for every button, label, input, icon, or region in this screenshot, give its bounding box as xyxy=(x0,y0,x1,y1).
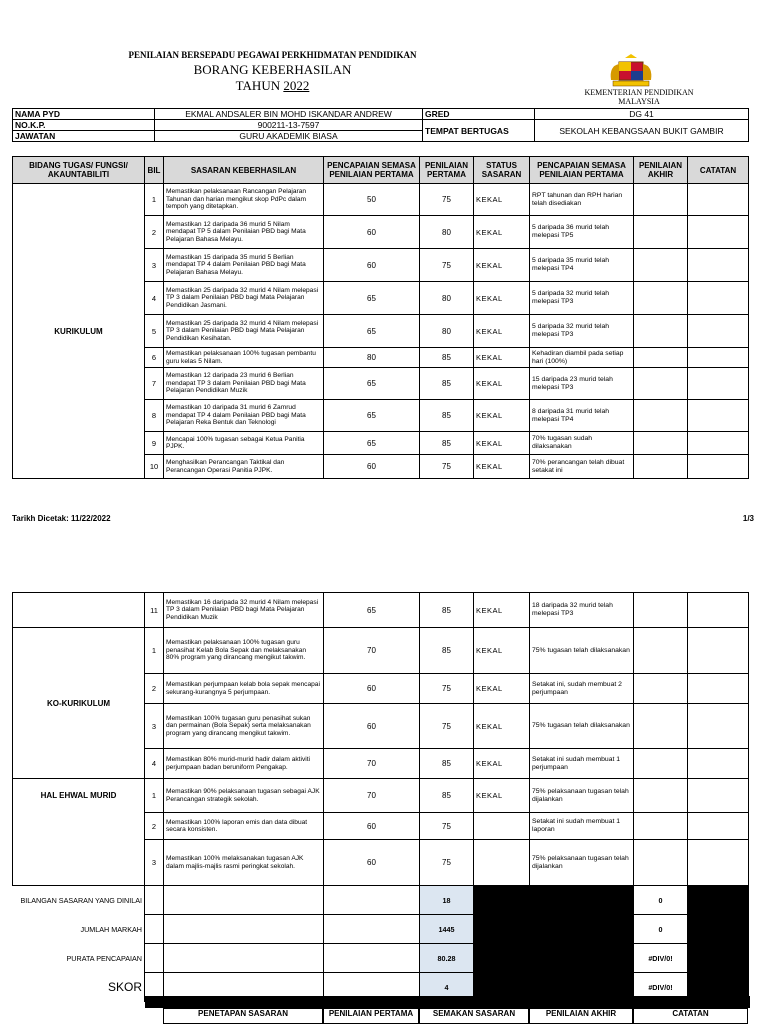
skor-label: SKOR xyxy=(107,980,142,994)
row-status: KEKAL xyxy=(474,400,530,432)
row-pencapaian-pertama: 65 xyxy=(324,400,420,432)
row-bil: 11 xyxy=(145,593,164,628)
row-bil: 7 xyxy=(145,368,164,400)
row-penilaian-pertama: 75 xyxy=(420,455,474,479)
row-penilaian-akhir xyxy=(634,674,688,704)
row-pencapaian-akhir: 70% tugasan sudah dilaksanakan xyxy=(530,432,634,455)
row-pencapaian-pertama: 65 xyxy=(324,593,420,628)
col-bil: BIL xyxy=(145,157,164,184)
table-row xyxy=(13,593,749,628)
employee-info-table xyxy=(12,108,749,142)
category-kurikulum: KURIKULUM xyxy=(13,184,145,479)
row-catatan xyxy=(688,368,749,400)
row-bil: 1 xyxy=(145,628,164,674)
tempat-value: SEKOLAH KEBANGSAAN BUKIT GAMBIR xyxy=(535,120,749,142)
row-pencapaian-pertama: 60 xyxy=(324,704,420,749)
row-sasaran: Memastikan 16 daripada 32 murid 4 Nilam melepasi TP 3 dalam Penilaian PBD bagi Mata Pelajaran Pendidikan Muzik xyxy=(164,593,324,628)
coat-of-arms-icon xyxy=(605,52,657,90)
row-catatan xyxy=(688,628,749,674)
row-pencapaian-akhir: 5 daripada 32 murid telah melepasi TP3 xyxy=(530,282,634,315)
row-status: KEKAL xyxy=(474,282,530,315)
purata-akhir: #DIV/0! xyxy=(634,944,688,973)
row-status: KEKAL xyxy=(474,704,530,749)
jumlah-label: JUMLAH MARKAH xyxy=(80,924,142,934)
table-row xyxy=(13,184,749,216)
row-status: KEKAL xyxy=(474,593,530,628)
row-sasaran: Memastikan 25 daripada 32 murid 4 Nilam melepasi TP 3 dalam Penilaian PBD bagi Mata Pelajaran Pendidikan Jasmani. xyxy=(164,282,324,315)
col-pencapaian-pertama: PENCAPAIAN SEMASA PENILAIAN PERTAMA xyxy=(324,157,420,184)
row-penilaian-pertama: 75 xyxy=(420,249,474,282)
row-bil: 5 xyxy=(145,315,164,348)
row-penilaian-akhir xyxy=(634,249,688,282)
jumlah-akhir: 0 xyxy=(634,915,688,944)
row-bil: 6 xyxy=(145,348,164,368)
row-pencapaian-akhir: 5 daripada 35 murid telah melepasi TP4 xyxy=(530,249,634,282)
row-pencapaian-pertama: 65 xyxy=(324,432,420,455)
jumlah-value: 1445 xyxy=(420,915,474,944)
row-bil: 3 xyxy=(145,704,164,749)
row-pencapaian-pertama: 50 xyxy=(324,184,420,216)
row-status: KEKAL xyxy=(474,779,530,813)
row-pencapaian-pertama: 60 xyxy=(324,249,420,282)
row-penilaian-pertama: 75 xyxy=(420,704,474,749)
row-sasaran: Memastikan 10 daripada 31 murid 6 Zamrud mendapat TP 4 dalam Penilaian PBD bagi Mata Pelajaran Reka Bentuk dan Teknologi xyxy=(164,400,324,432)
page-number: 1/3 xyxy=(742,514,754,523)
gred-label: GRED xyxy=(423,109,535,120)
row-penilaian-pertama: 75 xyxy=(420,184,474,216)
row-pencapaian-pertama: 60 xyxy=(324,813,420,840)
row-catatan xyxy=(688,455,749,479)
row-sasaran: Memastikan 12 daripada 36 murid 5 Nilam mendapat TP 5 dalam Penilaian PBD bagi Mata Pelajaran Bahasa Melayu. xyxy=(164,216,324,249)
row-catatan xyxy=(688,674,749,704)
row-catatan xyxy=(688,840,749,886)
row-pencapaian-akhir: 5 daripada 32 murid telah melepasi TP3 xyxy=(530,315,634,348)
row-catatan xyxy=(688,348,749,368)
col-bidang: BIDANG TUGAS/ FUNGSI/ AKAUNTABILITI xyxy=(13,157,145,184)
row-pencapaian-pertama: 70 xyxy=(324,628,420,674)
row-bil: 1 xyxy=(145,184,164,216)
row-penilaian-akhir xyxy=(634,704,688,749)
row-status: KEKAL xyxy=(474,674,530,704)
row-sasaran: Memastikan pelaksanaan 100% tugasan guru penasihat Kelab Bola Sepak dan melaksanakan 80% program yang dirancang mengikut takwim. xyxy=(164,628,324,674)
row-penilaian-pertama: 75 xyxy=(420,840,474,886)
results-table-page1 xyxy=(12,156,749,479)
form-year: TAHUN 2022 xyxy=(235,78,310,93)
col-sasaran: SASARAN KEBERHASILAN xyxy=(164,157,324,184)
row-sasaran: Menghasilkan Perancangan Taktikal dan Perancangan Operasi Panitia PJPK. xyxy=(164,455,324,479)
row-catatan xyxy=(688,216,749,249)
row-pencapaian-pertama: 60 xyxy=(324,840,420,886)
col-status: STATUS SASARAN xyxy=(474,157,530,184)
ministry-name: KEMENTERIAN PENDIDIKAN MALAYSIA xyxy=(584,88,694,106)
row-bil: 3 xyxy=(145,840,164,886)
nama-value: EKMAL ANDSALER BIN MOHD ISKANDAR ANDREW xyxy=(155,109,423,120)
row-penilaian-akhir xyxy=(634,348,688,368)
row-penilaian-pertama: 85 xyxy=(420,348,474,368)
row-pencapaian-pertama: 60 xyxy=(324,674,420,704)
row-status: KEKAL xyxy=(474,455,530,479)
row-sasaran: Memastikan perjumpaan kelab bola sepak mencapai sekurang-kurangnya 5 perjumpaan. xyxy=(164,674,324,704)
nokp-value: 900211-13-7597 xyxy=(155,120,423,131)
row-pencapaian-akhir: 8 daripada 31 murid telah melepasi TP4 xyxy=(530,400,634,432)
row-penilaian-akhir xyxy=(634,282,688,315)
row-sasaran: Memastikan 100% laporan emis dan data dibuat secara konsisten. xyxy=(164,813,324,840)
row-penilaian-akhir xyxy=(634,628,688,674)
row-sasaran: Memastikan pelaksanaan 100% tugasan pembantu guru kelas 5 Nilam. xyxy=(164,348,324,368)
row-pencapaian-pertama: 80 xyxy=(324,348,420,368)
row-catatan xyxy=(688,749,749,779)
row-penilaian-pertama: 85 xyxy=(420,400,474,432)
row-status xyxy=(474,813,530,840)
table-row xyxy=(13,779,749,813)
row-pencapaian-pertama: 65 xyxy=(324,368,420,400)
row-pencapaian-akhir: 18 daripada 32 murid telah melepasi TP3 xyxy=(530,593,634,628)
row-status: KEKAL xyxy=(474,315,530,348)
col-pencapaian-akhir: PENCAPAIAN SEMASA PENILAIAN PERTAMA xyxy=(530,157,634,184)
col-catatan: CATATAN xyxy=(688,157,749,184)
row-status: KEKAL xyxy=(474,216,530,249)
row-penilaian-pertama: 80 xyxy=(420,216,474,249)
row-bil: 3 xyxy=(145,249,164,282)
row-penilaian-akhir xyxy=(634,840,688,886)
bilangan-akhir: 0 xyxy=(634,886,688,915)
row-pencapaian-pertama: 65 xyxy=(324,315,420,348)
skor-value: 4 xyxy=(420,973,474,1002)
row-pencapaian-pertama: 70 xyxy=(324,779,420,813)
row-sasaran: Memastikan 12 daripada 23 murid 6 Berlian mendapat TP 3 dalam Penilaian PBD bagi Mata Pelajaran Pendidikan Muzik xyxy=(164,368,324,400)
form-title: BORANG KEBERHASILAN xyxy=(193,62,352,77)
row-penilaian-pertama: 80 xyxy=(420,282,474,315)
row-bil: 2 xyxy=(145,813,164,840)
row-penilaian-pertama: 85 xyxy=(420,779,474,813)
row-catatan xyxy=(688,400,749,432)
row-penilaian-akhir xyxy=(634,315,688,348)
row-bil: 9 xyxy=(145,432,164,455)
row-penilaian-akhir xyxy=(634,216,688,249)
bilangan-value: 18 xyxy=(420,886,474,915)
row-sasaran: Memastikan 25 daripada 32 murid 4 Nilam melepasi TP 3 dalam Penilaian PBD bagi Mata Pelajaran Pendidikan Kesihatan. xyxy=(164,315,324,348)
row-pencapaian-akhir: RPT tahunan dan RPH harian telah disediakan xyxy=(530,184,634,216)
row-catatan xyxy=(688,249,749,282)
category-kokurikulum: KO-KURIKULUM xyxy=(13,628,145,779)
col-penilaian-akhir: PENILAIAN AKHIR xyxy=(634,157,688,184)
tempat-label: TEMPAT BERTUGAS xyxy=(423,120,535,142)
row-penilaian-akhir xyxy=(634,400,688,432)
row-pencapaian-akhir: 15 daripada 23 murid telah melepasi TP3 xyxy=(530,368,634,400)
row-catatan xyxy=(688,282,749,315)
divider-bar xyxy=(145,996,750,1008)
row-pencapaian-akhir: 5 daripada 36 murid telah melepasi TP5 xyxy=(530,216,634,249)
row-sasaran: Memastikan 90% pelaksanaan tugasan sebagai AJK Perancangan strategik sekolah. xyxy=(164,779,324,813)
row-pencapaian-pertama: 65 xyxy=(324,282,420,315)
row-pencapaian-akhir: 75% tugasan telah dilaksanakan xyxy=(530,704,634,749)
row-pencapaian-akhir: 75% pelaksanaan tugasan telah dijalankan xyxy=(530,840,634,886)
row-status: KEKAL xyxy=(474,368,530,400)
bilangan-label: BILANGAN SASARAN YANG DINILAI xyxy=(20,895,142,905)
col-semakan: SEMAKAN SASARAN xyxy=(419,1008,529,1024)
category-hem: HAL EHWAL MURID xyxy=(13,779,145,886)
row-pencapaian-pertama: 70 xyxy=(324,749,420,779)
row-penilaian-akhir xyxy=(634,368,688,400)
gred-value: DG 41 xyxy=(535,109,749,120)
results-table-page2 xyxy=(12,592,749,1002)
nama-label: NAMA PYD xyxy=(13,109,155,120)
purata-label: PURATA PENCAPAIAN xyxy=(66,953,142,963)
row-penilaian-pertama: 85 xyxy=(420,432,474,455)
print-date: Tarikh Dicetak: 11/22/2022 xyxy=(12,514,111,523)
row-bil: 8 xyxy=(145,400,164,432)
row-pencapaian-akhir: Setakat ini sudah membuat 1 laporan xyxy=(530,813,634,840)
row-penilaian-pertama: 75 xyxy=(420,674,474,704)
row-catatan xyxy=(688,704,749,749)
category-kurikulum-cont xyxy=(13,593,145,628)
row-catatan xyxy=(688,184,749,216)
col-catatan-bottom: CATATAN xyxy=(633,1008,748,1024)
row-catatan xyxy=(688,315,749,348)
row-penilaian-pertama: 85 xyxy=(420,749,474,779)
row-pencapaian-pertama: 60 xyxy=(324,216,420,249)
row-status: KEKAL xyxy=(474,249,530,282)
row-pencapaian-akhir: 75% pelaksanaan tugasan telah dijalankan xyxy=(530,779,634,813)
row-sasaran: Mencapai 100% tugasan sebagai Ketua Panitia PJPK. xyxy=(164,432,324,455)
row-sasaran: Memastikan 80% murid-murid hadir dalam aktiviti perjumpaan badan beruniform Pengakap. xyxy=(164,749,324,779)
table-row xyxy=(13,628,749,674)
row-status: KEKAL xyxy=(474,432,530,455)
purata-value: 80.28 xyxy=(420,944,474,973)
row-catatan xyxy=(688,779,749,813)
row-bil: 2 xyxy=(145,674,164,704)
row-bil: 4 xyxy=(145,282,164,315)
row-status: KEKAL xyxy=(474,749,530,779)
row-penilaian-pertama: 85 xyxy=(420,368,474,400)
row-pencapaian-akhir: 75% tugasan telah dilaksanakan xyxy=(530,628,634,674)
row-penilaian-akhir xyxy=(634,813,688,840)
row-sasaran: Memastikan 100% melaksanakan tugasan AJK dalam majlis-majlis rasmi peringkat sekolah. xyxy=(164,840,324,886)
jawatan-value: GURU AKADEMIK BIASA xyxy=(155,131,423,142)
row-pencapaian-akhir: 70% perancangan telah dibuat setakat ini xyxy=(530,455,634,479)
row-penilaian-akhir xyxy=(634,749,688,779)
row-status: KEKAL xyxy=(474,628,530,674)
col-penilaian-akhir-bottom: PENILAIAN AKHIR xyxy=(529,1008,633,1024)
row-bil: 2 xyxy=(145,216,164,249)
row-pencapaian-akhir: Kehadiran diambil pada setiap hari (100%) xyxy=(530,348,634,368)
row-status: KEKAL xyxy=(474,184,530,216)
col-penetapan: PENETAPAN SASARAN xyxy=(163,1008,323,1024)
nokp-label: NO.K.P. xyxy=(13,120,155,131)
row-pencapaian-akhir: Setakat ini, sudah membuat 2 perjumpaan xyxy=(530,674,634,704)
row-penilaian-akhir xyxy=(634,593,688,628)
row-catatan xyxy=(688,432,749,455)
row-catatan xyxy=(688,813,749,840)
row-pencapaian-pertama: 60 xyxy=(324,455,420,479)
row-pencapaian-akhir: Setakat ini sudah membuat 1 perjumpaan xyxy=(530,749,634,779)
row-catatan xyxy=(688,593,749,628)
row-sasaran: Memastikan pelaksanaan Rancangan Pelajaran Tahunan dan harian mengikut skop PdPc dalam tempoh yang ditetapkan. xyxy=(164,184,324,216)
signature-header-row xyxy=(12,1008,748,1024)
row-penilaian-pertama: 75 xyxy=(420,813,474,840)
row-penilaian-pertama: 85 xyxy=(420,628,474,674)
row-penilaian-pertama: 85 xyxy=(420,593,474,628)
row-bil: 1 xyxy=(145,779,164,813)
row-status xyxy=(474,840,530,886)
row-bil: 4 xyxy=(145,749,164,779)
row-status: KEKAL xyxy=(474,348,530,368)
form-heading: PENILAIAN BERSEPADU PEGAWAI PERKHIDMATAN PENDIDIKAN xyxy=(128,50,417,60)
skor-akhir: #DIV/0! xyxy=(634,973,688,1002)
row-penilaian-akhir xyxy=(634,779,688,813)
row-penilaian-pertama: 80 xyxy=(420,315,474,348)
row-penilaian-akhir xyxy=(634,432,688,455)
jawatan-label: JAWATAN xyxy=(13,131,155,142)
col-penilaian-pertama-bottom: PENILAIAN PERTAMA xyxy=(323,1008,419,1024)
row-penilaian-akhir xyxy=(634,184,688,216)
col-penilaian-pertama: PENILAIAN PERTAMA xyxy=(420,157,474,184)
row-penilaian-akhir xyxy=(634,455,688,479)
row-sasaran: Memastikan 15 daripada 35 murid 5 Berlian mendapat TP 4 dalam Penilaian PBD bagi Mata Pelajaran Bahasa Melayu. xyxy=(164,249,324,282)
row-sasaran: Memastikan 100% tugasan guru penasihat sukan dan permainan (Bola Sepak) serta melaksanakan program yang dirancang mengikut takwim. xyxy=(164,704,324,749)
row-bil: 10 xyxy=(145,455,164,479)
